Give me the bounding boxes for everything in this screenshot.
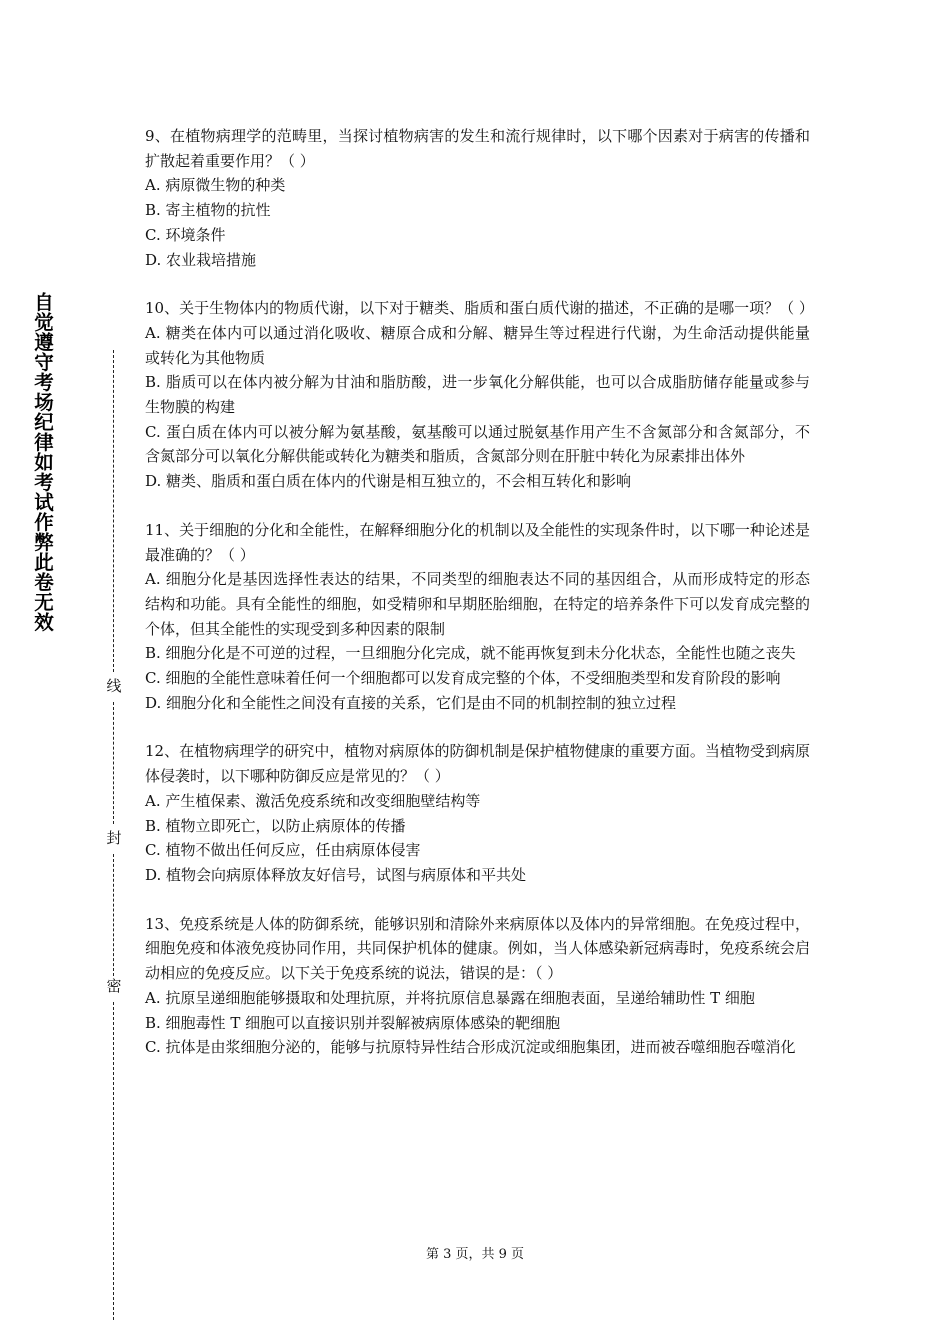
option-d: D. 农业栽培措施 — [145, 250, 257, 269]
question-stem: 11、关于细胞的分化和全能性，在解释细胞分化的机制以及全能性的实现条件时，以下哪一种论述是最准确的？（ ） — [145, 520, 810, 564]
binding-mark-secret: 密 — [104, 976, 124, 996]
question-9 — [145, 124, 810, 272]
option-b: B. 寄主植物的抗性 — [145, 201, 271, 220]
option-d: D. 植物会向病原体释放友好信号，试图与病原体和平共处 — [145, 865, 527, 884]
option-b: B. 植物立即死亡，以防止病原体的传播 — [145, 816, 406, 835]
option-c: C. 植物不做出任何反应，任由病原体侵害 — [145, 841, 421, 860]
page-number: 第 3 页，共 9 页 — [425, 1247, 525, 1262]
question-stem: 10、关于生物体内的物质代谢，以下对于糖类、脂质和蛋白质代谢的描述，不正确的是哪一项？（ ） — [145, 299, 814, 318]
option-c: C. 环境条件 — [145, 225, 226, 244]
option-a: A. 病原微生物的种类 — [145, 176, 286, 195]
option-c: C. 抗体是由浆细胞分泌的，能够与抗原特异性结合形成沉淀或细胞集团，进而被吞噬细胞吞噬消化 — [145, 1038, 796, 1057]
option-c: C. 细胞的全能性意味着任何一个细胞都可以发育成完整的个体，不受细胞类型和发育阶段的影响 — [145, 669, 781, 688]
question-stem: 12、在植物病理学的研究中，植物对病原体的防御机制是保护植物健康的重要方面。当植物受到病原体侵袭时，以下哪种防御反应是常见的？（ ） — [145, 742, 810, 786]
question-stem: 9、在植物病理学的范畴里，当探讨植物病害的发生和流行规律时，以下哪个因素对于病害的传播和扩散起着重要作用？（ ） — [145, 127, 810, 170]
question-12 — [145, 739, 810, 887]
option-b: B. 脂质可以在体内被分解为甘油和脂肪酸，进一步氧化分解供能，也可以合成脂肪储存能量或参与生物膜的构建 — [145, 373, 810, 417]
option-b: B. 细胞分化是不可逆的过程，一旦细胞分化完成，就不能再恢复到未分化状态，全能性也随之丧失 — [145, 644, 796, 663]
option-d: D. 细胞分化和全能性之间没有直接的关系，它们是由不同的机制控制的独立过程 — [145, 693, 677, 712]
question-11 — [145, 518, 810, 716]
option-a: A. 糖类在体内可以通过消化吸收、糖原合成和分解、糖异生等过程进行代谢，为生命活动提供能量或转化为其他物质 — [145, 323, 810, 367]
exam-discipline-notice: 自觉遵守考场纪律如考试作弊此卷无效 — [31, 292, 54, 632]
option-a: A. 细胞分化是基因选择性表达的结果，不同类型的细胞表达不同的基因组合，从而形成特定的形态结构和功能。具有全能性的细胞，如受精卵和早期胚胎细胞，在特定的培养条件下可以发育成完整的个体，但其全能性的实现受到多种因素的限制 — [145, 570, 810, 638]
question-list — [145, 124, 814, 1084]
binding-mark-line: 线 — [104, 676, 124, 696]
question-13 — [145, 912, 810, 1060]
binding-mark-seal: 封 — [104, 828, 124, 848]
option-a: A. 产生植保素、激活免疫系统和改变细胞壁结构等 — [145, 791, 481, 810]
question-10 — [145, 296, 814, 494]
option-d: D. 糖类、脂质和蛋白质在体内的代谢是相互独立的，不会相互转化和影响 — [145, 472, 632, 491]
question-stem: 13、免疫系统是人体的防御系统，能够识别和清除外来病原体以及体内的异常细胞。在免疫过程中，细胞免疫和体液免疫协同作用，共同保护机体的健康。例如，当人体感染新冠病毒时，免疫系统会启动相应的免疫反应。以下关于免疫系统的说法，错误的是：（ ） — [145, 914, 810, 983]
option-b: B. 细胞毒性 T 细胞可以直接识别并裂解被病原体感染的靶细胞 — [145, 1013, 561, 1032]
option-a: A. 抗原呈递细胞能够摄取和处理抗原，并将抗原信息暴露在细胞表面，呈递给辅助性 T 细胞 — [145, 988, 755, 1007]
binding-line — [102, 350, 126, 1320]
option-c: C. 蛋白质在体内可以被分解为氨基酸，氨基酸可以通过脱氨基作用产生不含氮部分和含氮部分，不含氮部分可以氧化分解供能或转化为糖类和脂质，含氮部分则在肝脏中转化为尿素排出体外 — [145, 422, 810, 466]
